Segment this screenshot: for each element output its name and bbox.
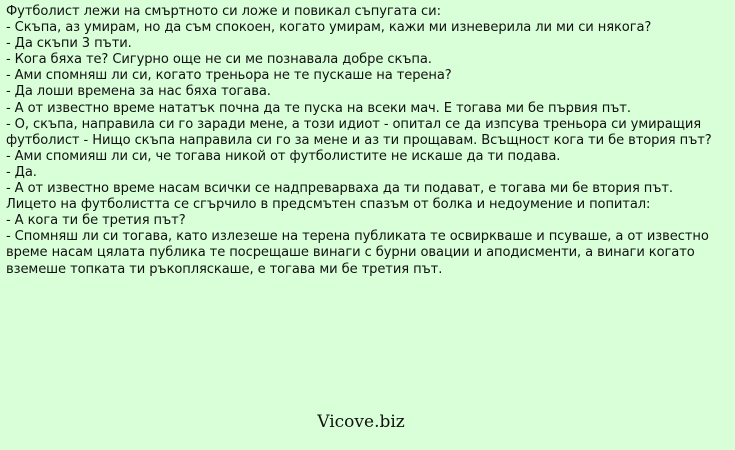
joke-line: - Да.: [6, 164, 37, 180]
joke-line: - А кога ти бе третия път?: [6, 213, 186, 229]
joke-line: Лицето на футболистта се сгърчило в предсмътен спазъм от болка и недоумение и попитал:: [6, 197, 651, 213]
joke-line: - Ами спомняш ли си, когато треньора не те пускаше на терена?: [6, 68, 452, 84]
joke-line: - Спомняш ли си тогава, като излезеше на терена публиката те освиркваше и псуваше, а от известно време насам цялата публика те посрещаше винаги с бурни овации и аподисменти, а винаги когато вземеше топката ти ръкопляскаше, е тогава ми бе третия път.: [6, 229, 709, 277]
joke-line: - Да лоши времена за нас бяха тогава.: [6, 84, 271, 100]
joke-line: Футболист лежи на смъртното си ложе и повикал съпугата си:: [6, 4, 441, 19]
site-watermark: Vicove.biz: [317, 412, 405, 432]
joke-line: - А от известно време нататък почна да те пуска на всеки мач. Е тогава ми бе първия път.: [6, 100, 631, 116]
joke-line: - Да скъпи 3 пъти.: [6, 36, 132, 52]
joke-line: - О, скъпа, направила си го заради мене, а този идиот - опитал се да изпсува треньора си умиращия футболист - Нищо скъпа направила си го за мене и аз ти прощавам. Всъщност кога ти бе втория път?: [6, 116, 712, 148]
joke-line: - А от известно време насам всички се надпреварваха да ти подават, е тогава ми бе втория път.: [6, 181, 673, 197]
joke-text: [6, 4, 728, 278]
joke-line: - Кога бяха те? Сигурно още не си ме познавала добре скъпа.: [6, 52, 432, 68]
joke-line: - Ами спомияш ли си, че тогава никой от футболистите не искаше да ти подава.: [6, 148, 561, 164]
joke-line: - Скъпа, аз умирам, но да съм спокоен, когато умирам, кажи ми изневерила ли ми си някога?: [6, 20, 652, 36]
